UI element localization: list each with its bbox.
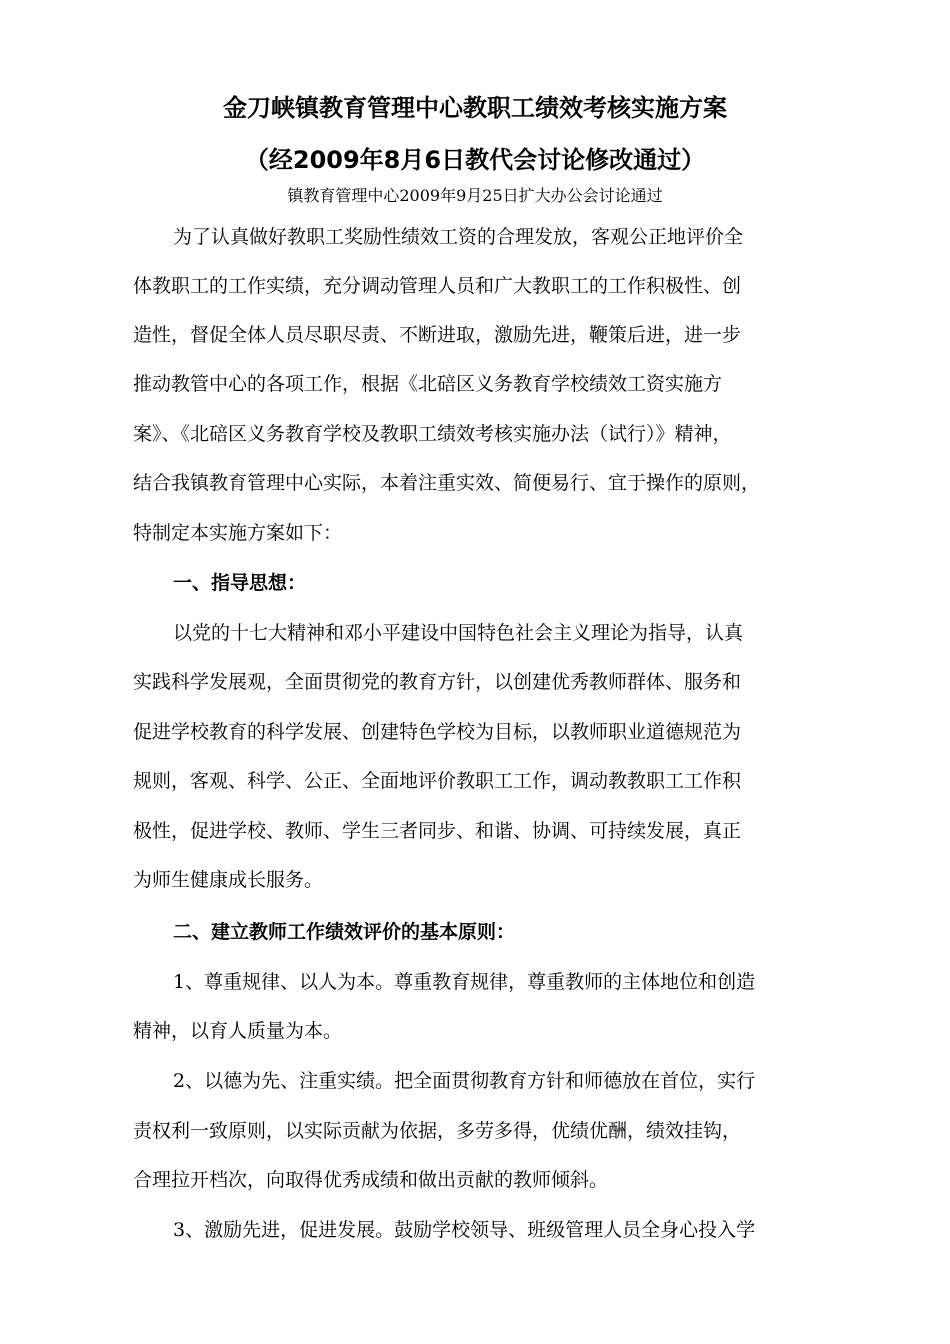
principle-2-line: 合理拉开档次，向取得优秀成绩和做出贡献的教师倾斜。 bbox=[133, 1169, 609, 1191]
intro-line: 推动教管中心的各项工作，根据《北碚区义务教育学校绩效工资实施方 bbox=[133, 373, 723, 395]
approval-note: 镇教育管理中心2009年9月25日扩大办公会讨论通过 bbox=[287, 186, 663, 205]
section-heading-guiding-ideology: 一、指导思想： bbox=[173, 572, 307, 594]
section1-line: 促进学校教育的科学发展、创建特色学校为目标，以教师职业道德规范为 bbox=[133, 721, 742, 743]
principle-3-line: 3、激励先进，促进发展。鼓励学校领导、班级管理人员全身心投入学 bbox=[173, 1219, 756, 1241]
principle-2-line: 2、以德为先、注重实绩。把全面贯彻教育方针和师德放在首位，实行 bbox=[173, 1070, 756, 1092]
section-heading-basic-principles: 二、建立教师工作绩效评价的基本原则： bbox=[173, 921, 516, 943]
intro-line: 结合我镇教育管理中心实际，本着注重实效、简便易行、宜于操作的原则， bbox=[133, 472, 761, 494]
intro-line: 体教职工的工作实绩，充分调动管理人员和广大教职工的工作积极性、创 bbox=[133, 275, 742, 297]
document-subtitle: （经2009年8月6日教代会讨论修改通过） bbox=[244, 146, 706, 174]
intro-line: 造性，督促全体人员尽职尽责、不断进取，激励先进，鞭策后进，进一步 bbox=[133, 324, 742, 346]
section1-line: 极性，促进学校、教师、学生三者同步、和谐、协调、可持续发展，真正 bbox=[133, 820, 742, 842]
intro-line: 案》、《北碚区义务教育学校及教职工绩效考核实施办法（试行）》精神， bbox=[133, 423, 732, 445]
intro-line: 特制定本实施方案如下： bbox=[133, 522, 343, 544]
intro-line: 为了认真做好教职工奖励性绩效工资的合理发放，客观公正地评价全 bbox=[173, 226, 744, 248]
principle-2-line: 责权利一致原则，以实际贡献为依据，多劳多得，优绩优酬，绩效挂钩， bbox=[133, 1120, 742, 1142]
section1-line: 以党的十七大精神和邓小平建设中国特色社会主义理论为指导，认真 bbox=[173, 622, 744, 644]
section1-line: 规则，客观、科学、公正、全面地评价教职工工作，调动教教职工工作积 bbox=[133, 770, 742, 792]
principle-1-line: 1、尊重规律、以人为本。尊重教育规律，尊重教师的主体地位和创造 bbox=[173, 971, 756, 993]
section1-line: 实践科学发展观，全面贯彻党的教育方针，以创建优秀教师群体、服务和 bbox=[133, 671, 742, 693]
section1-line: 为师生健康成长服务。 bbox=[133, 869, 324, 891]
principle-1-line: 精神，以育人质量为本。 bbox=[133, 1020, 343, 1042]
document-title: 金刀峡镇教育管理中心教职工绩效考核实施方案 bbox=[223, 94, 727, 122]
